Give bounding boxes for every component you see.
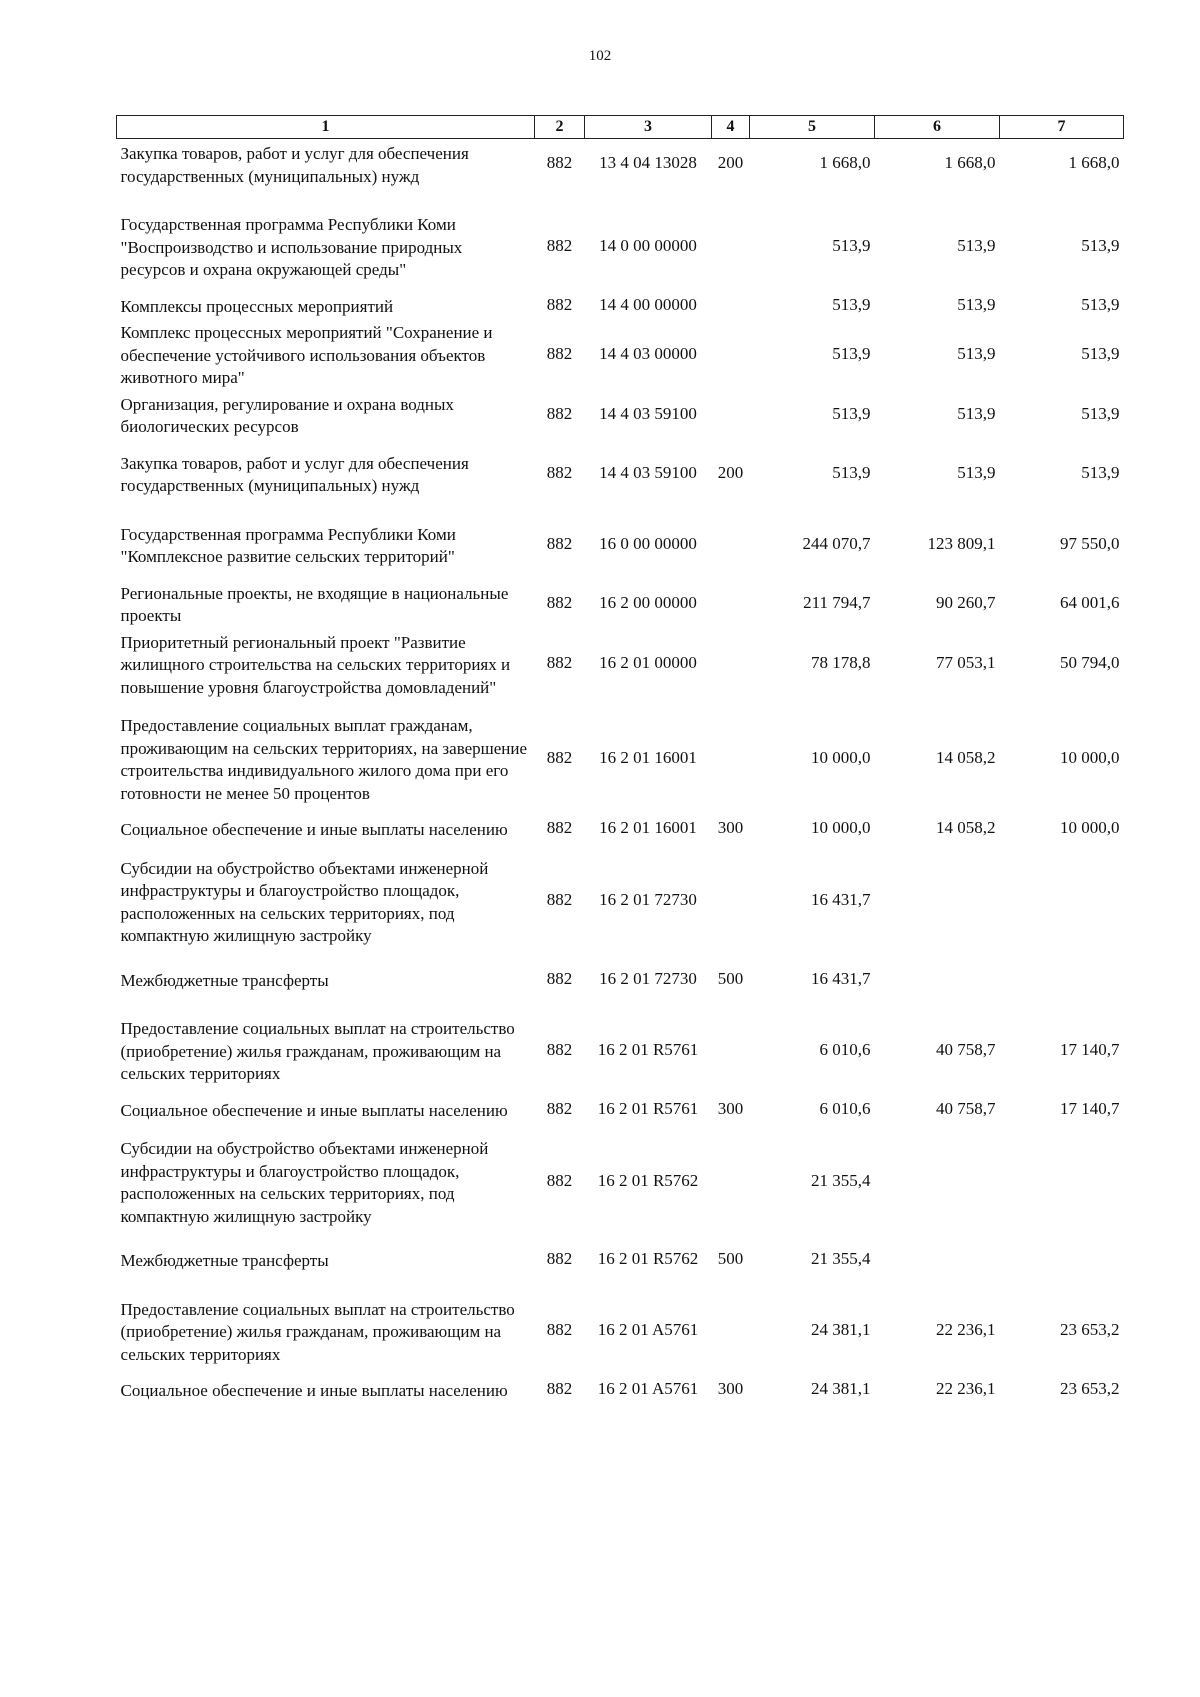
- header-cell: 3: [585, 116, 712, 139]
- row-name: Предоставление социальных выплат на строительство (приобретение) жилья гражданам, проживающим на сельских территориях: [120, 1299, 515, 1364]
- row-value-2: 14 058,2: [936, 747, 996, 767]
- row-target-code: 13 4 04 13028: [599, 153, 697, 173]
- row-value-3: [1000, 966, 1124, 1015]
- row-target-code: 16 2 01 72730: [599, 890, 697, 910]
- row-code: 882: [546, 747, 573, 767]
- table-row: [117, 1096, 1124, 1135]
- row-value-2: 1 668,0: [944, 153, 996, 173]
- row-name: Комплексы процессных мероприятий: [120, 296, 394, 316]
- row-name: Социальное обеспечение и иные выплаты населению: [120, 820, 508, 839]
- row-name: Закупка товаров, работ и услуг для обеспечения государственных (муниципальных) нужд: [120, 453, 469, 495]
- row-value-1: 78 178,8: [811, 653, 871, 672]
- row-value-2: 22 236,1: [936, 1320, 996, 1339]
- header-cell: 2: [535, 116, 585, 139]
- row-value-1: 513,9: [832, 343, 871, 363]
- row-value-1: 6 010,6: [819, 1039, 871, 1059]
- row-code: 882: [546, 294, 573, 314]
- row-value-2: [875, 1246, 1000, 1295]
- row-expense-type: [712, 1134, 750, 1246]
- row-expense-type: 200: [717, 462, 744, 482]
- table-row: [117, 711, 1124, 815]
- row-value-3: 17 140,7: [1060, 1098, 1120, 1118]
- row-value-2: 513,9: [957, 343, 996, 363]
- row-value-2: 22 236,1: [936, 1379, 996, 1398]
- row-value-3: 64 001,6: [1060, 592, 1120, 612]
- row-code: 882: [546, 343, 573, 363]
- table-row: [117, 815, 1124, 854]
- header-cell: 7: [1000, 116, 1124, 139]
- row-code: 882: [546, 533, 573, 553]
- row-value-1: 211 794,7: [803, 592, 871, 612]
- row-value-2: [875, 966, 1000, 1015]
- row-value-2: [875, 854, 1000, 966]
- row-expense-type: [712, 1295, 750, 1377]
- row-name: Государственная программа Республики Коми "Комплексное развитие сельских территорий": [120, 524, 456, 566]
- row-name: Межбюджетные трансферты: [120, 1251, 329, 1270]
- row-value-3: 17 140,7: [1060, 1039, 1120, 1059]
- row-value-2: 40 758,7: [936, 1039, 996, 1059]
- row-value-3: 513,9: [1081, 294, 1120, 314]
- row-expense-type: 200: [717, 153, 744, 173]
- row-expense-type: [712, 390, 750, 449]
- row-target-code: 16 2 01 16001: [599, 747, 697, 767]
- row-expense-type: 300: [717, 1098, 744, 1118]
- row-code: 882: [546, 1098, 573, 1118]
- row-value-1: 244 070,7: [802, 533, 871, 553]
- row-value-1: 16 431,7: [811, 890, 871, 910]
- row-value-3: 513,9: [1081, 235, 1120, 255]
- row-value-2: [875, 1134, 1000, 1246]
- row-code: 882: [546, 1379, 573, 1398]
- row-expense-type: [712, 579, 750, 628]
- row-target-code: 16 2 00 00000: [599, 592, 697, 612]
- row-expense-type: [712, 628, 750, 712]
- row-expense-type: 500: [717, 1249, 744, 1268]
- row-target-code: 16 2 01 R5761: [597, 1098, 699, 1118]
- row-code: 882: [546, 1249, 573, 1268]
- row-value-2: 90 260,7: [936, 592, 996, 612]
- row-target-code: 16 2 01 R5762: [597, 1249, 699, 1268]
- row-value-2: 513,9: [957, 294, 996, 314]
- row-value-1: 24 381,1: [811, 1320, 871, 1339]
- row-value-3: 50 794,0: [1060, 653, 1120, 672]
- table-row: [117, 292, 1124, 319]
- row-value-2: 14 058,2: [936, 818, 996, 837]
- row-expense-type: [712, 854, 750, 966]
- table-row: [117, 1376, 1124, 1403]
- row-target-code: 14 4 00 00000: [599, 294, 697, 314]
- row-value-3: 10 000,0: [1060, 747, 1120, 767]
- row-name: Субсидии на обустройство объектами инженерной инфраструктуры и благоустройство площадок, расположенных на сельских территориях, под компактную жилищную застройку: [120, 858, 489, 945]
- row-value-3: [1000, 1134, 1124, 1246]
- row-target-code: 16 2 01 A5761: [597, 1320, 699, 1339]
- row-target-code: 14 4 03 00000: [599, 343, 697, 363]
- row-name: Региональные проекты, не входящие в национальные проекты: [120, 583, 509, 625]
- row-value-3: 1 668,0: [1068, 153, 1120, 173]
- row-name: Государственная программа Республики Коми "Воспроизводство и использование природных ресурсов и охрана окружающей среды": [120, 215, 463, 279]
- table-row: [117, 579, 1124, 628]
- row-name: Межбюджетные трансферты: [120, 970, 329, 990]
- table-row: [117, 1134, 1124, 1246]
- row-value-3: 23 653,2: [1060, 1379, 1120, 1398]
- table-row: [117, 1246, 1124, 1295]
- table-row: [117, 854, 1124, 966]
- row-value-2: 77 053,1: [936, 653, 996, 672]
- row-target-code: 16 0 00 00000: [599, 533, 697, 553]
- table-row: [117, 318, 1124, 390]
- row-name: Предоставление социальных выплат на строительство (приобретение) жилья гражданам, проживающим на сельских территориях: [120, 1019, 515, 1083]
- row-name: Комплекс процессных мероприятий "Сохранение и обеспечение устойчивого использования объектов животного мира": [120, 323, 493, 387]
- row-expense-type: 500: [717, 968, 744, 988]
- row-expense-type: [712, 210, 750, 292]
- row-name: Закупка товаров, работ и услуг для обеспечения государственных (муниципальных) нужд: [120, 144, 469, 186]
- row-value-3: [1000, 1246, 1124, 1295]
- row-value-2: 40 758,7: [936, 1098, 996, 1118]
- row-code: 882: [546, 1039, 573, 1059]
- table-row: [117, 390, 1124, 449]
- row-code: 882: [546, 968, 573, 988]
- row-code: 882: [546, 1320, 573, 1339]
- table-row: [117, 1014, 1124, 1096]
- row-name: Социальное обеспечение и иные выплаты населению: [120, 1100, 508, 1120]
- header-row: [117, 116, 1124, 139]
- table-row: [117, 449, 1124, 520]
- row-value-1: 513,9: [832, 462, 871, 482]
- row-code: 882: [546, 1170, 573, 1190]
- row-code: 882: [546, 890, 573, 910]
- table-row: [117, 520, 1124, 579]
- row-code: 882: [546, 462, 573, 482]
- row-value-1: 10 000,0: [811, 747, 871, 767]
- row-value-3: 97 550,0: [1060, 533, 1120, 553]
- row-code: 882: [546, 653, 573, 672]
- row-value-1: 6 010,6: [819, 1098, 871, 1118]
- row-target-code: 16 2 01 A5761: [597, 1379, 699, 1398]
- row-name: Социальное обеспечение и иные выплаты населению: [120, 1381, 508, 1400]
- row-name: Организация, регулирование и охрана водных биологических ресурсов: [120, 394, 454, 436]
- row-value-3: 513,9: [1081, 403, 1120, 423]
- row-expense-type: [712, 292, 750, 319]
- row-value-1: 513,9: [832, 403, 871, 423]
- row-value-1: 10 000,0: [811, 818, 871, 837]
- row-target-code: 14 4 03 59100: [599, 403, 697, 423]
- row-value-3: [1000, 854, 1124, 966]
- row-expense-type: [712, 520, 750, 579]
- row-target-code: 14 4 03 59100: [599, 462, 697, 482]
- table-row: [117, 210, 1124, 292]
- row-code: 882: [546, 235, 573, 255]
- header-cell: 4: [712, 116, 750, 139]
- row-code: 882: [546, 592, 573, 612]
- header-cell: 5: [750, 116, 875, 139]
- row-target-code: 16 2 01 R5762: [597, 1170, 699, 1190]
- row-value-2: 513,9: [957, 235, 996, 255]
- row-name: Субсидии на обустройство объектами инженерной инфраструктуры и благоустройство площадок, расположенных на сельских территориях, под компактную жилищную застройку: [120, 1139, 489, 1226]
- row-target-code: 16 2 01 16001: [599, 818, 697, 837]
- row-value-3: 10 000,0: [1060, 818, 1120, 837]
- row-value-1: 1 668,0: [819, 153, 871, 173]
- row-value-3: 513,9: [1081, 462, 1120, 482]
- row-value-3: 23 653,2: [1060, 1320, 1120, 1339]
- row-code: 882: [546, 818, 573, 837]
- row-code: 882: [546, 403, 573, 423]
- row-name: Предоставление социальных выплат гражданам, проживающим на сельских территориях, на завершение строительства индивидуального жилого дома при его готовности не менее 50 процентов: [120, 716, 528, 803]
- row-value-1: 21 355,4: [811, 1170, 871, 1190]
- row-target-code: 16 2 01 R5761: [597, 1039, 699, 1059]
- table-row: [117, 1295, 1124, 1377]
- row-value-2: 123 809,1: [927, 533, 996, 553]
- row-code: 882: [546, 153, 573, 173]
- row-target-code: 14 0 00 00000: [599, 235, 697, 255]
- row-value-3: 513,9: [1081, 343, 1120, 363]
- row-value-1: 21 355,4: [811, 1249, 871, 1268]
- table-row: [117, 139, 1124, 211]
- row-expense-type: [712, 1014, 750, 1096]
- budget-table: [116, 115, 1124, 1403]
- row-target-code: 16 2 01 72730: [599, 968, 697, 988]
- row-value-1: 16 431,7: [811, 968, 871, 988]
- page-number: 102: [588, 48, 612, 64]
- row-expense-type: 300: [717, 1379, 744, 1398]
- row-expense-type: 300: [717, 818, 744, 837]
- row-target-code: 16 2 01 00000: [599, 653, 697, 672]
- row-value-1: 24 381,1: [811, 1379, 871, 1398]
- table-row: [117, 628, 1124, 712]
- row-value-2: 513,9: [957, 462, 996, 482]
- row-value-1: 513,9: [832, 294, 871, 314]
- row-value-2: 513,9: [957, 403, 996, 423]
- row-expense-type: [712, 711, 750, 815]
- table-row: [117, 966, 1124, 1015]
- row-name: Приоритетный региональный проект "Развитие жилищного строительства на сельских территориях и повышение уровня благоустройства домовладений": [120, 632, 511, 697]
- row-expense-type: [712, 318, 750, 390]
- header-cell: 1: [117, 116, 535, 139]
- row-value-1: 513,9: [832, 235, 871, 255]
- header-cell: 6: [875, 116, 1000, 139]
